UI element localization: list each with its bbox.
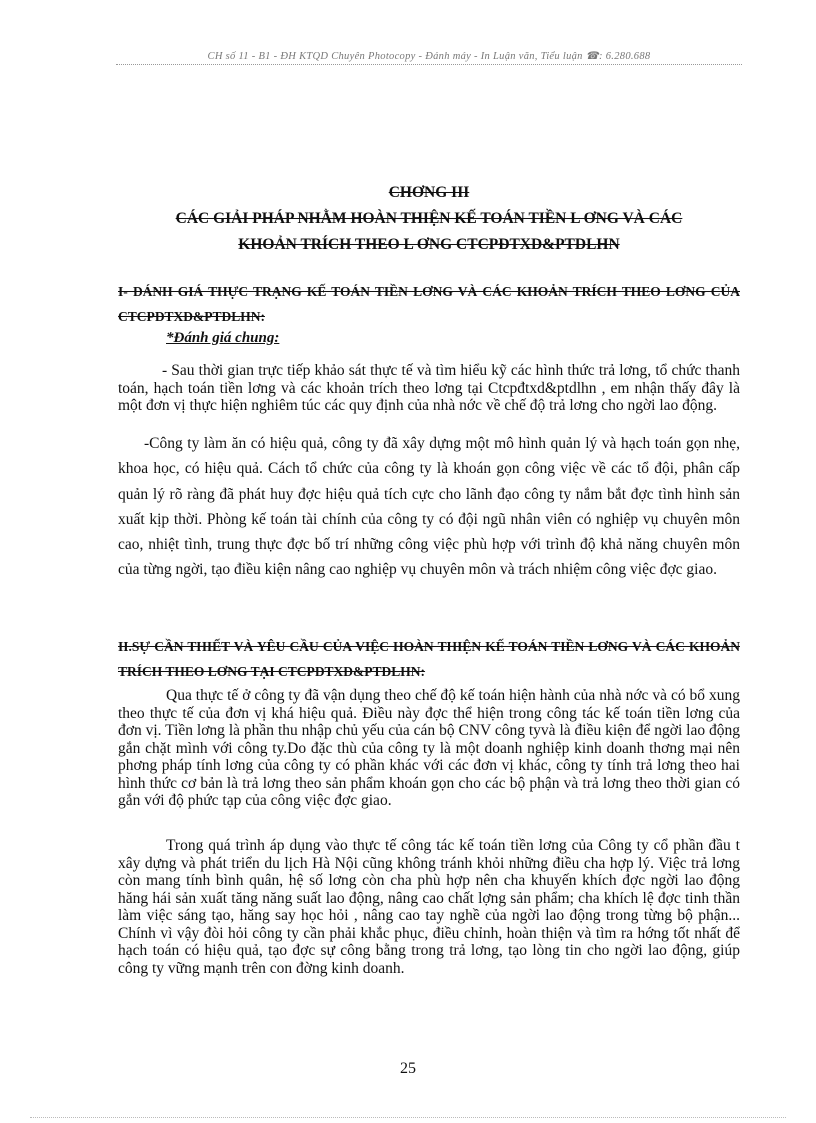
section1-subheading: *Đánh giá chung: bbox=[166, 330, 280, 346]
chapter-number: CHƠNG III bbox=[388, 184, 470, 201]
page-number: 25 bbox=[400, 1060, 416, 1077]
section1-paragraph-2: -Công ty làm ăn có hiệu quả, công ty đã xây dựng một mô hình quản lý và hạch toán gọn nhẹ, khoa học, có hiệu quả. Cách tổ chức của công ty là khoán gọn công việc về các tổ đội, phân cấp quản lý rõ ràng đã phát huy đợc hiệu quả tích cực cho lãnh đạo công ty nắm bắt đợc tình hình sản xuất kịp thời. Phòng kế toán tài chính của công ty có đội ngũ nhân viên có nghiệp vụ chuyên môn cao, nhiệt tình, trung thực đợc bố trí những công việc phù hợp với trình độ khả năng chuyên môn của từng ngời, tạo điều kiện nâng cao nghiệp vụ chuyên môn và trách nhiệm công việc đợc giao. bbox=[118, 435, 740, 579]
chapter-title-line1: CÁC GIẢI PHÁP NHẰM HOÀN THIỆN KẾ TOÁN TIỀN L ƠNG VÀ CÁC bbox=[175, 210, 683, 227]
header-divider bbox=[116, 64, 742, 65]
section2-paragraph-1: Qua thực tế ở công ty đã vận dụng theo chế độ kế toán hiện hành của nhà nớc và có bổ xung theo thực tế của đơn vị khá hiệu quả. Điều này đợc thể hiện trong công tác kế toán tiền lơng của đơn vị. Tiền lơng là phần thu nhập chủ yếu của cán bộ CNV công tyvà là điều kiện để ngời lao động gắn chặt mình với công ty.Do đặc thù của công ty là một doanh nghiệp kinh doanh thơng mại nên phơng pháp tính lơng của công ty có phần khác với các đơn vị khác, công ty tính trả lơng theo hai hình thức cơ bản là trả lơng theo sản phẩm khoán gọn cho các bộ phận và trả lơng theo thời gian có gắn với độ phức tạp của công việc đợc giao. bbox=[118, 687, 740, 809]
chapter-heading bbox=[100, 180, 758, 258]
page-header: CH số 11 - B1 - ĐH KTQD Chuyên Photocopy - Đánh máy - In Luận văn, Tiểu luận ☎: 6.280.688 bbox=[207, 51, 651, 62]
footer-divider bbox=[30, 1117, 786, 1118]
section1-title: I- ĐÁNH GIÁ THỰC TRẠNG KẾ TOÁN TIỀN LƠNG VÀ CÁC KHOẢN TRÍCH THEO LƠNG CỦA CTCPĐTXD&PTDLHN: bbox=[118, 284, 740, 324]
section2-paragraph-2: Trong quá trình áp dụng vào thực tế công tác kế toán tiền lơng của Công ty cổ phần đầu t xây dựng và phát triển du lịch Hà Nội cũng không tránh khỏi những điều cha hợp lý. Việc trả lơng còn mang tính bình quân, hệ số lơng còn cha phù hợp nên cha khuyến khích đợc ngời lao động hăng hái sản xuất tăng năng suất lao động, nâng cao chất lợng sản phẩm; cha khích lệ đợc tinh thần làm việc sáng tạo, hăng say học hỏi , nâng cao tay nghề của ngời lao động trong từng bộ phận... Chính vì vậy đòi hỏi công ty cần phải khắc phục, điều chỉnh, hoàn thiện và tìm ra hớng tốt nhất để hạch toán có hiệu quả, tạo đợc sự công bằng trong trả lơng, tạo lòng tin cho ngời lao động, giúp công ty vững mạnh trên con đờng kinh doanh. bbox=[118, 837, 740, 977]
section2-title: II.SỰ CẦN THIẾT VÀ YÊU CẦU CỦA VIỆC HOÀN THIỆN KẾ TOÁN TIỀN LƠNG VÀ CÁC KHOẢN TRÍCH THEO LƠNG TẠI CTCPĐTXD&PTDLHN: bbox=[118, 639, 740, 679]
chapter-title-line2: KHOẢN TRÍCH THEO L ƠNG CTCPĐTXD&PTDLHN bbox=[238, 236, 620, 253]
section1-paragraph-1: - Sau thời gian trực tiếp khảo sát thực tế và tìm hiểu kỹ các hình thức trả lơng, tổ chức thanh toán, hạch toán tiền lơng và các khoản trích theo lơng tại Ctcpđtxd&ptdlhn , em nhận thấy đây là một đơn vị thực hiện nghiêm túc các quy định của nhà nớc về chế độ trả lơng cho ngời lao động. bbox=[118, 362, 740, 414]
